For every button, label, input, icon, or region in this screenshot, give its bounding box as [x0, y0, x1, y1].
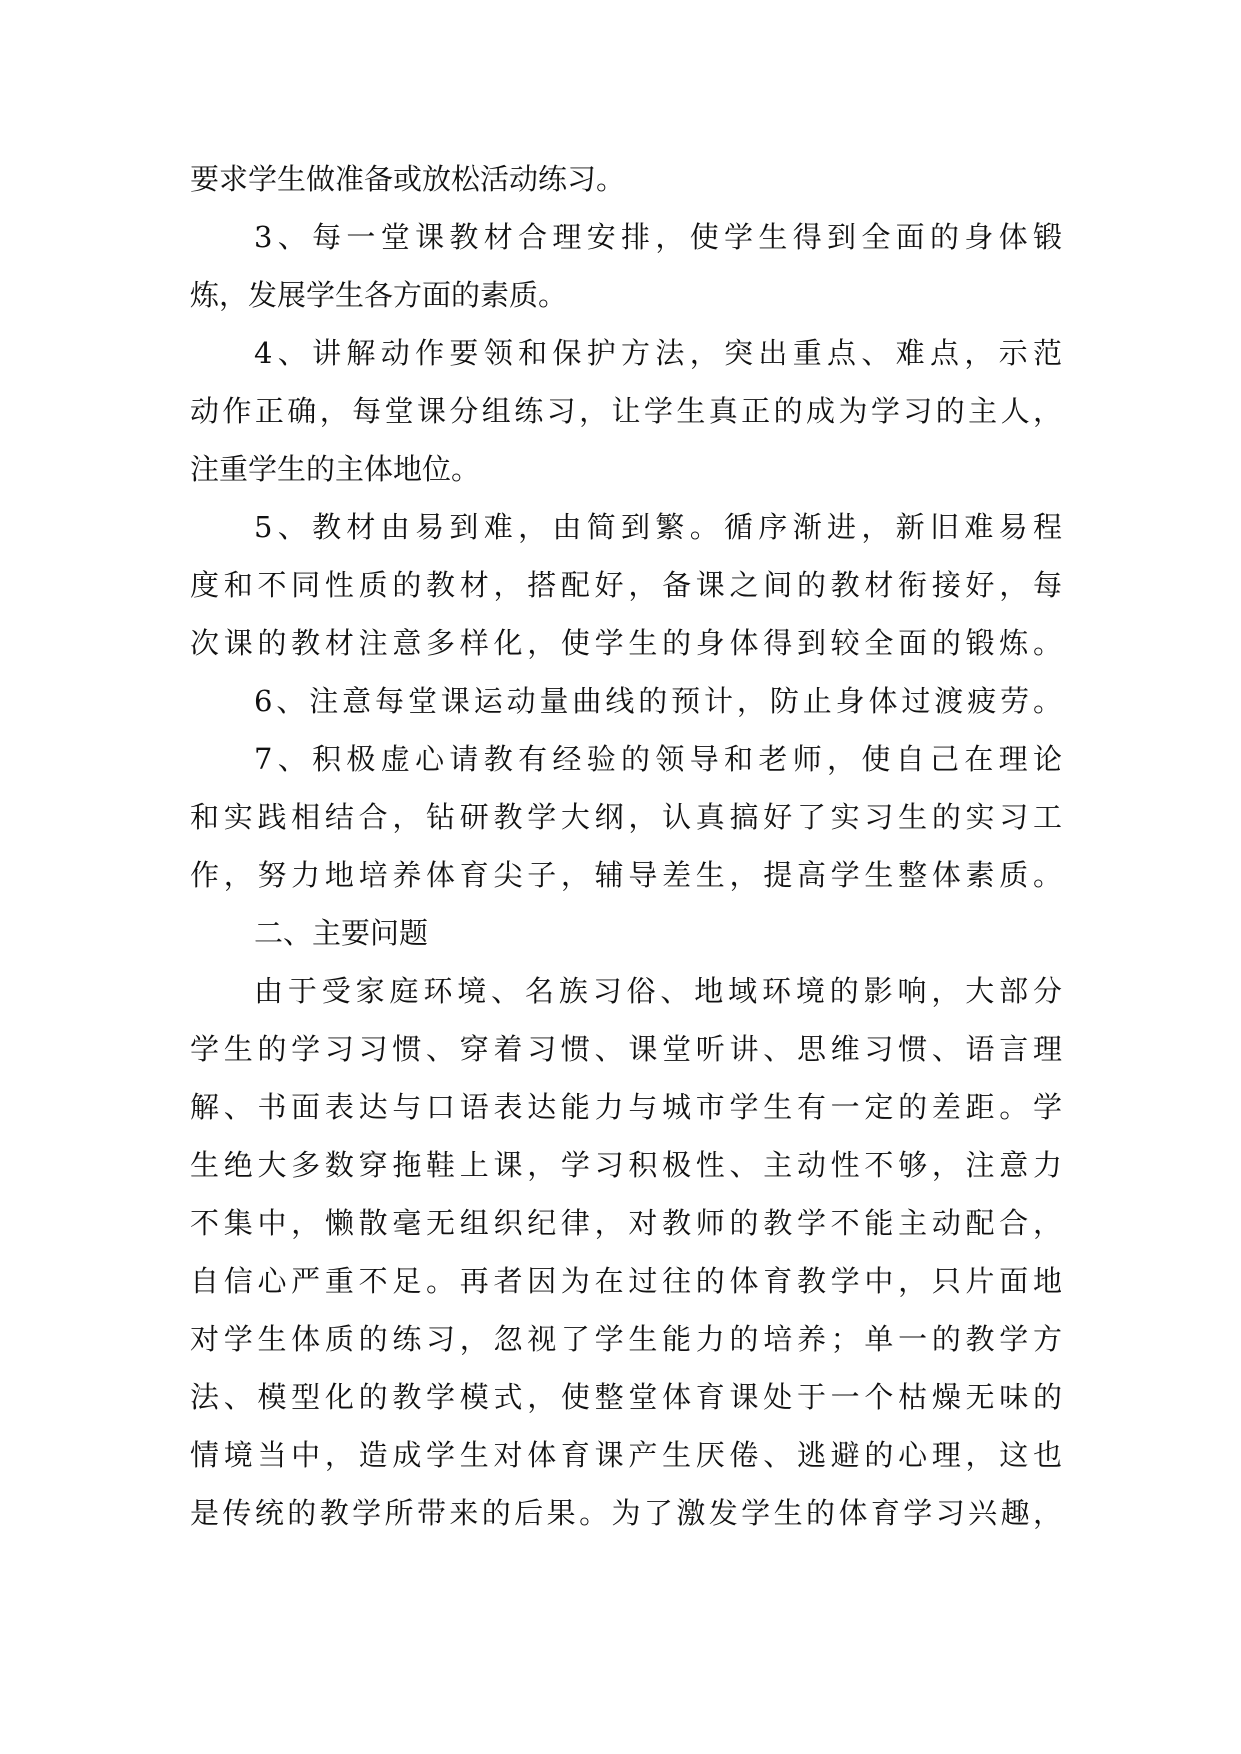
text-line: 解、书面表达与口语表达能力与城市学生有一定的差距。学: [190, 1090, 1062, 1124]
text-line: 3、每一堂课教材合理安排，使学生得到全面的身体锻: [254, 220, 1062, 254]
text-line: 自信心严重不足。再者因为在过往的体育教学中，只片面地: [190, 1264, 1062, 1298]
text-line: 作，努力地培养体育尖子，辅导差生，提高学生整体素质。: [190, 858, 1062, 892]
text-line: 注重学生的主体地位。: [190, 452, 481, 486]
text-line: 是传统的教学所带来的后果。为了激发学生的体育学习兴趣，: [190, 1496, 1062, 1530]
text-line: 动作正确，每堂课分组练习，让学生真正的成为学习的主人，: [190, 394, 1062, 428]
text-line: 4、讲解动作要领和保护方法，突出重点、难点，示范: [254, 336, 1062, 370]
text-line: 次课的教材注意多样化，使学生的身体得到较全面的锻炼。: [190, 626, 1062, 660]
document-body: [190, 150, 1062, 1542]
text-line: 6、注意每堂课运动量曲线的预计，防止身体过渡疲劳。: [254, 684, 1062, 718]
text-line: 度和不同性质的教材，搭配好，备课之间的教材衔接好，每: [190, 568, 1062, 602]
text-line: 炼，发展学生各方面的素质。: [190, 278, 568, 312]
text-line: 7、积极虚心请教有经验的领导和老师，使自己在理论: [254, 742, 1062, 776]
text-line: 法、模型化的教学模式，使整堂体育课处于一个枯燥无味的: [190, 1380, 1062, 1414]
text-line: 由于受家庭环境、名族习俗、地域环境的影响，大部分: [254, 974, 1062, 1008]
text-line: 要求学生做准备或放松活动练习。: [190, 162, 626, 196]
text-line: 情境当中，造成学生对体育课产生厌倦、逃避的心理，这也: [190, 1438, 1062, 1472]
text-line: 对学生体质的练习，忽视了学生能力的培养；单一的教学方: [190, 1322, 1062, 1356]
text-line: 学生的学习习惯、穿着习惯、课堂听讲、思维习惯、语言理: [190, 1032, 1062, 1066]
section-heading: 二、主要问题: [254, 916, 429, 950]
text-line: 不集中，懒散毫无组织纪律，对教师的教学不能主动配合，: [190, 1206, 1062, 1240]
text-line: 生绝大多数穿拖鞋上课，学习积极性、主动性不够，注意力: [190, 1148, 1062, 1182]
text-line: 5、教材由易到难，由简到繁。循序渐进，新旧难易程: [254, 510, 1062, 544]
text-line: 和实践相结合，钻研教学大纲，认真搞好了实习生的实习工: [190, 800, 1062, 834]
